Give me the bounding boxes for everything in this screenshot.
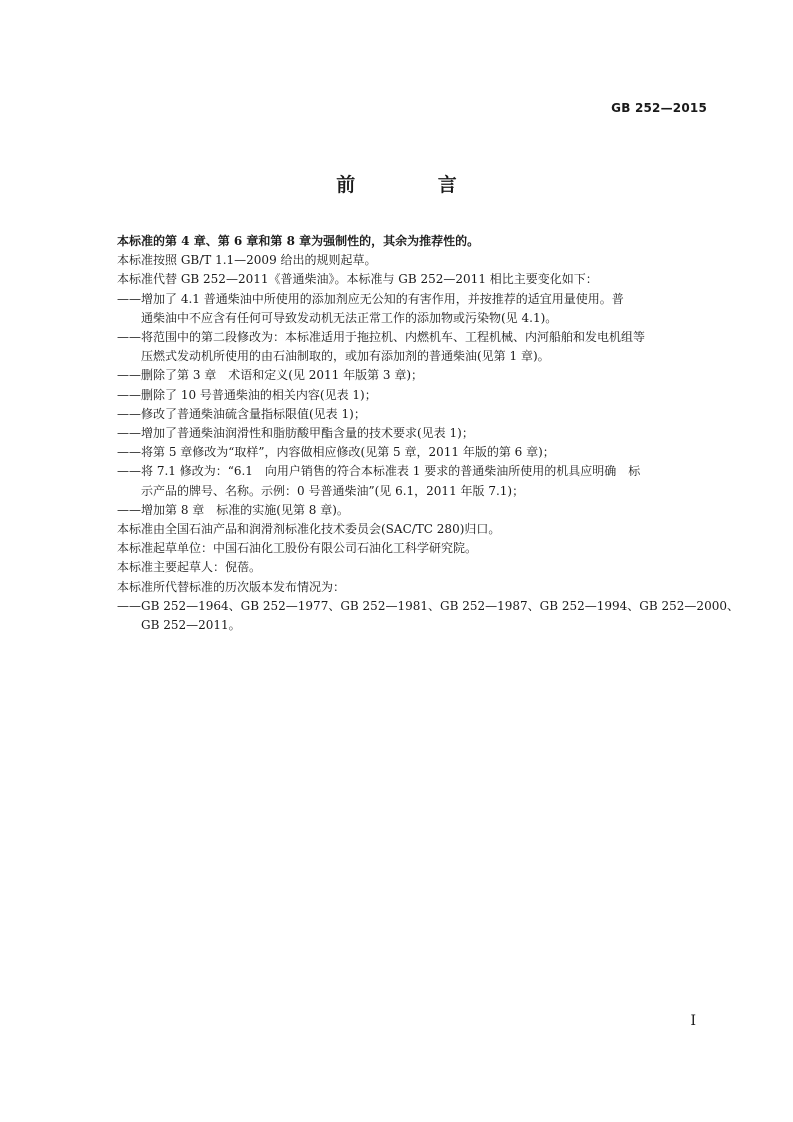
dash-marker: —— [117,387,141,402]
paragraph-drafters: 本标准主要起草人：倪蓓。 [117,560,262,575]
dash-marker: —— [117,368,141,383]
change-line: 将范围中的第二段修改为：本标准适用于拖拉机、内燃机车、工程机械、内河船舶和发电机组等 [141,330,646,345]
dash-marker: —— [117,502,141,517]
change-line: 压燃式发动机所使用的由石油制取的，或加有添加剂的普通柴油(见第 1 章)。 [141,349,550,364]
change-line: 增加第 8 章 标准的实施(见第 8 章)。 [141,502,349,517]
paragraph-drafting-rules: 本标准按照 GB/T 1.1—2009 给出的规则起草。 [117,253,377,268]
change-line: 将第 5 章修改为“取样”，内容做相应修改(见第 5 章，2011 年版的第 6 章)； [141,445,555,460]
change-item [117,290,717,328]
change-line: 示产品的牌号、名称。示例：0 号普通柴油”(见 6.1，2011 年版 7.1)； [141,483,525,498]
change-item [117,501,717,520]
dash-marker: —— [117,464,141,479]
dash-marker: —— [117,330,141,345]
page-title: 前 言 [336,174,495,196]
change-item [117,328,717,366]
page-number: I [690,1013,696,1029]
dash-marker: —— [117,406,141,421]
change-item [117,462,717,500]
history-item [117,597,739,635]
paragraph-replaces: 本标准代替 GB 252—2011《普通柴油》。本标准与 GB 252—2011 相比主要变化如下： [117,272,598,287]
paragraph-history-intro: 本标准所代替标准的历次版本发布情况为： [117,579,346,594]
change-item [117,424,717,443]
document-body [117,232,739,635]
dash-marker: —— [117,291,141,306]
standard-code-header: GB 252—2015 [611,101,707,115]
paragraph-drafting-unit: 本标准起草单位：中国石油化工股份有限公司石油化工科学研究院。 [117,541,478,556]
change-item [117,405,717,424]
paragraph-mandatory-note: 本标准的第 4 章、第 6 章和第 8 章为强制性的，其余为推荐性的。 [117,234,480,248]
change-line: 删除了第 3 章 术语和定义(见 2011 年版第 3 章)； [141,368,424,383]
change-line: 修改了普通柴油硫含量指标限值(见表 1)； [141,406,366,421]
paragraph-committee: 本标准由全国石油产品和润滑剂标准化技术委员会(SAC/TC 280)归口。 [117,522,501,537]
change-item [117,443,717,462]
history-line: GB 252—2011。 [141,618,241,633]
change-line: 删除了 10 号普通柴油的相关内容(见表 1)； [141,387,377,402]
change-line: 增加了 4.1 普通柴油中所使用的添加剂应无公知的有害作用，并按推荐的适宜用量使用。普 [141,291,624,306]
change-line: 通柴油中不应含有任何可导致发动机无法正常工作的添加物或污染物(见 4.1)。 [141,310,558,325]
change-item [117,366,717,385]
dash-marker: —— [117,598,141,613]
change-line: 增加了普通柴油润滑性和脂肪酸甲酯含量的技术要求(见表 1)； [141,426,474,441]
history-line: GB 252—1964、GB 252—1977、GB 252—1981、GB 252—1987、GB 252—1994、GB 252—2000、 [141,598,739,613]
dash-marker: —— [117,445,141,460]
change-line: 将 7.1 修改为：“6.1 向用户销售的符合本标准表 1 要求的普通柴油所使用的机具应明确 标 [141,464,641,479]
change-item [117,386,717,405]
dash-marker: —— [117,426,141,441]
